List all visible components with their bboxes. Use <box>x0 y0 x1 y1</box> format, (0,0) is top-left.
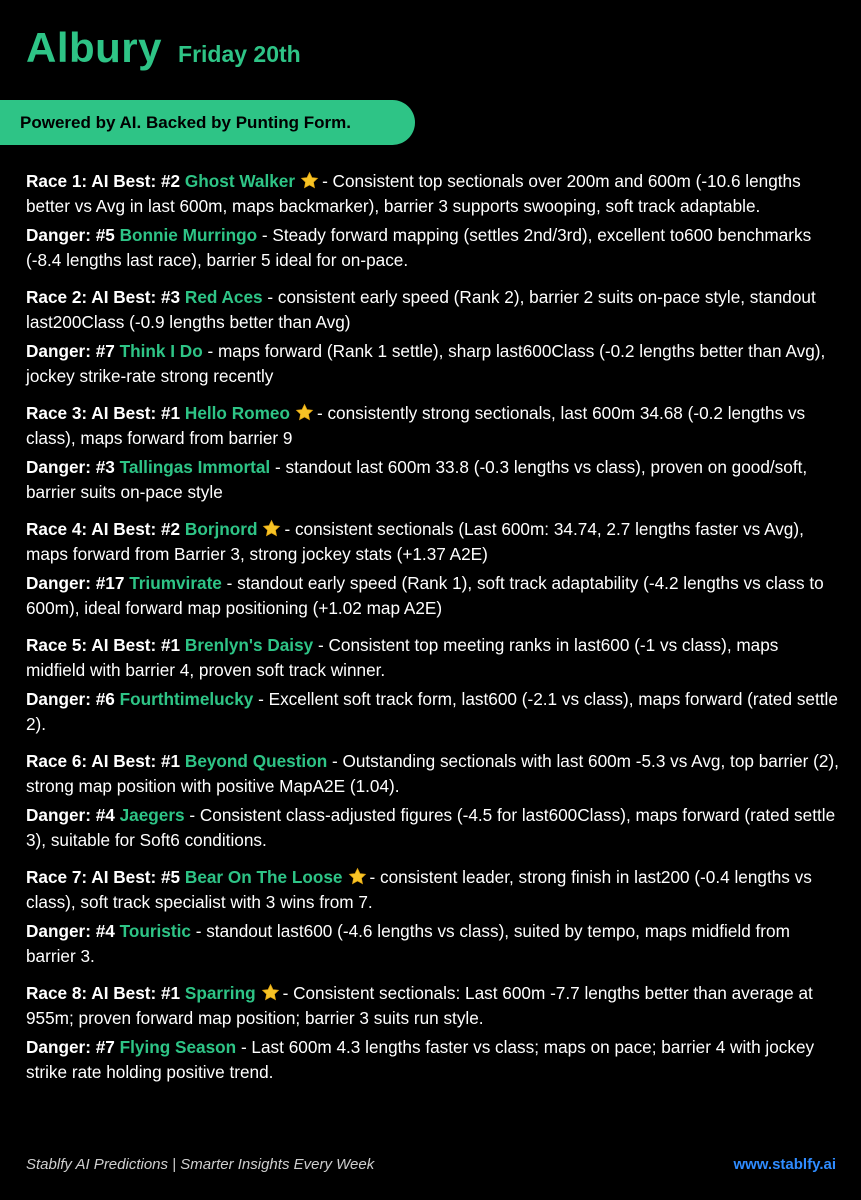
ai-best-horse: Bear On The Loose <box>184 867 343 887</box>
venue-title: Albury <box>26 24 163 71</box>
race-date: Friday 20th <box>178 41 301 67</box>
danger-comment: - standout last 600m 33.8 (-0.3 lengths vs class), proven on good/soft, barrier suits on-pace style <box>26 457 808 502</box>
danger-label: Danger: #7 <box>26 1037 115 1057</box>
danger-label: Danger: #7 <box>26 341 115 361</box>
ai-best-horse: Hello Romeo <box>184 403 290 423</box>
danger-horse: Think I Do <box>119 341 203 361</box>
header <box>26 24 301 72</box>
danger-horse: Fourthtimelucky <box>119 689 254 709</box>
danger-entry <box>26 1035 841 1084</box>
danger-label: Danger: #17 <box>26 573 125 593</box>
danger-comment: - Last 600m 4.3 lengths faster vs class; maps on pace; barrier 4 with jockey strike rate holding positive trend. <box>26 1037 815 1082</box>
powered-by-banner <box>0 100 415 145</box>
race-list <box>26 169 841 1097</box>
danger-comment: - standout early speed (Rank 1), soft track adaptability (-4.2 lengths vs class to 600m), ideal forward map positioning (+1.02 map A2E) <box>26 573 824 618</box>
danger-comment: - maps forward (Rank 1 settle), sharp last600Class (-0.2 lengths better than Avg), jockey strike-rate strong recently <box>26 341 826 386</box>
ai-best-horse: Beyond Question <box>184 751 328 771</box>
danger-entry <box>26 571 841 620</box>
race-7 <box>26 865 841 968</box>
race-4 <box>26 517 841 620</box>
ai-best-comment: - consistent sectionals (Last 600m: 34.74, 2.7 lengths faster vs Avg), maps forward from Barrier 3, strong jockey stats (+1.37 A2E) <box>26 519 804 564</box>
ai-best-label: Race 6: AI Best: #1 <box>26 751 181 771</box>
star-icon <box>300 171 319 190</box>
ai-best-entry <box>26 865 841 914</box>
ai-best-label: Race 4: AI Best: #2 <box>26 519 181 539</box>
ai-best-entry <box>26 517 841 566</box>
ai-best-comment: - Consistent sectionals: Last 600m -7.7 lengths better than average at 955m; proven forward map position; barrier 3 suits run style. <box>26 983 813 1028</box>
danger-comment: - Steady forward mapping (settles 2nd/3rd), excellent to600 benchmarks (-8.4 lengths last race), barrier 5 ideal for on-pace. <box>26 225 812 270</box>
footer <box>26 1156 836 1173</box>
star-icon <box>348 867 367 886</box>
race-8 <box>26 981 841 1084</box>
danger-comment: - Excellent soft track form, last600 (-2.1 vs class), maps forward (rated settle 2). <box>26 689 838 734</box>
race-5 <box>26 633 841 736</box>
ai-best-comment: - Consistent top meeting ranks in last600 (-1 vs class), maps midfield with barrier 4, proven soft track winner. <box>26 635 779 680</box>
ai-best-entry <box>26 633 841 682</box>
ai-best-horse: Red Aces <box>184 287 263 307</box>
ai-best-entry <box>26 981 841 1030</box>
ai-best-entry <box>26 401 841 450</box>
danger-label: Danger: #4 <box>26 805 115 825</box>
danger-entry <box>26 455 841 504</box>
race-6 <box>26 749 841 852</box>
footer-tagline: Stablfy AI Predictions | Smarter Insights Every Week <box>26 1156 375 1173</box>
danger-horse: Touristic <box>119 921 191 941</box>
danger-comment: - standout last600 (-4.6 lengths vs class), suited by tempo, maps midfield from barrier 3. <box>26 921 790 966</box>
danger-label: Danger: #6 <box>26 689 115 709</box>
ai-best-entry <box>26 169 841 218</box>
ai-best-label: Race 8: AI Best: #1 <box>26 983 181 1003</box>
ai-best-label: Race 5: AI Best: #1 <box>26 635 181 655</box>
race-3 <box>26 401 841 504</box>
danger-horse: Triumvirate <box>129 573 222 593</box>
danger-entry <box>26 919 841 968</box>
star-icon <box>295 403 314 422</box>
ai-best-comment: - consistent leader, strong finish in last200 (-0.4 lengths vs class), soft track specialist with 3 wins from 7. <box>26 867 812 912</box>
danger-horse: Bonnie Murringo <box>119 225 258 245</box>
ai-best-horse: Brenlyn's Daisy <box>184 635 314 655</box>
danger-label: Danger: #5 <box>26 225 115 245</box>
ai-best-label: Race 3: AI Best: #1 <box>26 403 181 423</box>
danger-entry <box>26 803 841 852</box>
banner-text: Powered by AI. Backed by Punting Form. <box>20 112 351 132</box>
danger-entry <box>26 223 841 272</box>
star-icon <box>261 983 280 1002</box>
danger-horse: Jaegers <box>119 805 185 825</box>
ai-best-comment: - consistent early speed (Rank 2), barrier 2 suits on-pace style, standout last200Class (-0.9 lengths better than Avg) <box>26 287 816 332</box>
ai-best-label: Race 1: AI Best: #2 <box>26 171 181 191</box>
ai-best-label: Race 2: AI Best: #3 <box>26 287 181 307</box>
ai-best-comment: - Outstanding sectionals with last 600m -5.3 vs Avg, top barrier (2), strong map position with positive MapA2E (1.04). <box>26 751 839 796</box>
ai-best-comment: - Consistent top sectionals over 200m and 600m (-10.6 lengths better vs Avg in last 600m, maps backmarker), barrier 3 supports swooping, soft track adaptable. <box>26 171 801 216</box>
ai-best-horse: Sparring <box>184 983 256 1003</box>
ai-best-entry <box>26 749 841 798</box>
danger-horse: Flying Season <box>119 1037 237 1057</box>
race-2 <box>26 285 841 388</box>
danger-horse: Tallingas Immortal <box>119 457 271 477</box>
ai-best-horse: Borjnord <box>184 519 258 539</box>
ai-best-horse: Ghost Walker <box>184 171 296 191</box>
race-1 <box>26 169 841 272</box>
danger-entry <box>26 687 841 736</box>
danger-entry <box>26 339 841 388</box>
danger-label: Danger: #3 <box>26 457 115 477</box>
danger-comment: - Consistent class-adjusted figures (-4.5 for last600Class), maps forward (rated settle 3), suitable for Soft6 conditions. <box>26 805 836 850</box>
ai-best-comment: - consistently strong sectionals, last 600m 34.68 (-0.2 lengths vs class), maps forward from barrier 9 <box>26 403 806 448</box>
ai-best-entry <box>26 285 841 334</box>
ai-best-label: Race 7: AI Best: #5 <box>26 867 181 887</box>
star-icon <box>262 519 281 538</box>
danger-label: Danger: #4 <box>26 921 115 941</box>
website-link[interactable]: www.stablfy.ai <box>733 1156 836 1173</box>
